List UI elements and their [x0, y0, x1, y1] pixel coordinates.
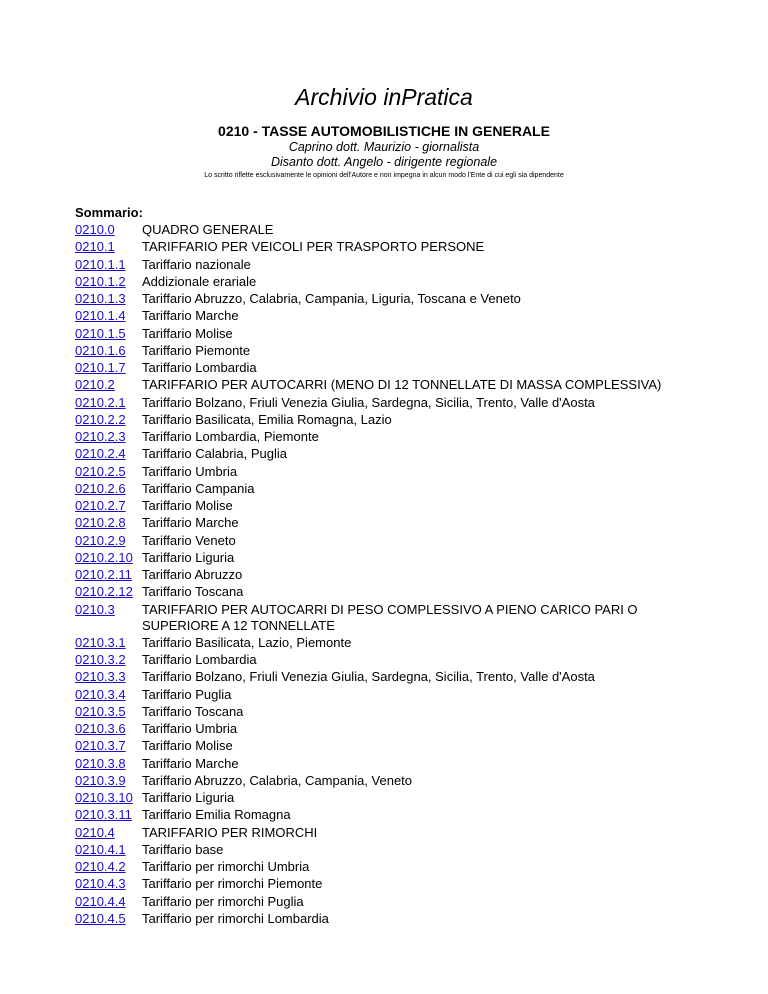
toc-label: Tariffario Bolzano, Friuli Venezia Giulia, Sardegna, Sicilia, Trento, Valle d'Aosta [142, 669, 595, 685]
toc-label: Tariffario per rimorchi Lombardia [142, 910, 329, 926]
summary-section [75, 204, 695, 928]
toc-label: TARIFFARIO PER RIMORCHI [142, 824, 318, 840]
toc-label: Tariffario per rimorchi Puglia [142, 893, 304, 909]
toc-link[interactable]: 0210.1.5 [75, 325, 126, 341]
toc-row [75, 429, 695, 445]
toc-link[interactable]: 0210.3.1 [75, 634, 126, 650]
toc-label: QUADRO GENERALE [142, 222, 274, 237]
toc-label: Tariffario Lombardia [142, 652, 257, 667]
toc-row [75, 360, 695, 376]
toc-link[interactable]: 0210.4.3 [75, 876, 126, 892]
toc-link[interactable]: 0210.2.11 [75, 567, 132, 582]
toc-link[interactable]: 0210.3.3 [75, 669, 126, 685]
toc-row [75, 533, 695, 549]
toc-row [75, 550, 695, 566]
toc-row [75, 704, 695, 720]
toc-row [75, 464, 695, 480]
document-title: 0210 - TASSE AUTOMOBILISTICHE IN GENERALE [218, 123, 550, 139]
toc-label: Tariffario Molise [142, 325, 233, 341]
toc-link[interactable]: 0210.4.4 [75, 893, 126, 909]
toc-label: Tariffario Piemonte [142, 342, 251, 358]
toc-link[interactable]: 0210.1 [75, 239, 115, 255]
toc-link[interactable]: 0210.2.8 [75, 515, 126, 531]
toc-row [75, 721, 695, 737]
toc-label: Tariffario base [142, 841, 224, 857]
toc-label: Tariffario Puglia [142, 686, 232, 702]
toc-label: TARIFFARIO PER AUTOCARRI DI PESO COMPLESSIVO A PIENO CARICO PARI O SUPERIORE A 12 TONNELLATE [142, 601, 638, 633]
toc-row [75, 377, 695, 393]
summary-title: Sommario: [75, 205, 143, 220]
toc-row [75, 343, 695, 359]
toc-row [75, 859, 695, 875]
toc-label: Tariffario Molise [142, 738, 233, 754]
toc-row [75, 498, 695, 514]
document-header [0, 82, 768, 181]
toc-link[interactable]: 0210.3.9 [75, 772, 126, 788]
toc-label: Tariffario Basilicata, Lazio, Piemonte [142, 634, 352, 650]
toc-row [75, 602, 695, 634]
archive-title: Archivio inPratica [295, 84, 473, 110]
author-disanto: Disanto dott. Angelo - dirigente regionale [270, 155, 498, 169]
toc-row [75, 567, 695, 583]
toc-row [75, 239, 695, 255]
toc-label: Tariffario Marche [142, 308, 239, 324]
toc-link[interactable]: 0210.1.3 [75, 291, 126, 306]
toc-row [75, 481, 695, 497]
toc-row [75, 395, 695, 411]
toc-link[interactable]: 0210.4 [75, 824, 115, 840]
toc-label: Tariffario Abruzzo [142, 567, 243, 582]
toc-row [75, 687, 695, 703]
toc-row [75, 773, 695, 789]
toc-label: TARIFFARIO PER VEICOLI PER TRASPORTO PERSONE [142, 239, 485, 255]
author-caprino: Caprino dott. Maurizio - giornalista [288, 140, 480, 154]
toc-link[interactable]: 0210.3.10 [75, 790, 133, 805]
toc-label: Tariffario Veneto [142, 532, 236, 548]
toc-label: Tariffario Toscana [142, 703, 244, 719]
toc-link[interactable]: 0210.2.4 [75, 446, 126, 462]
toc-label: Tariffario Campania [142, 480, 255, 496]
toc-link[interactable]: 0210.4.5 [75, 910, 126, 926]
toc-label: Tariffario Abruzzo, Calabria, Campania, Veneto [142, 772, 413, 788]
toc-link[interactable]: 0210.1.4 [75, 308, 126, 324]
toc-row [75, 790, 695, 806]
toc-row [75, 842, 695, 858]
toc-link[interactable]: 0210.1.7 [75, 360, 126, 375]
toc-row [75, 584, 695, 600]
toc-label: Tariffario Umbria [142, 721, 238, 736]
toc-link[interactable]: 0210.1.1 [75, 256, 126, 272]
toc-link[interactable]: 0210.1.2 [75, 273, 126, 289]
toc-link[interactable]: 0210.3.8 [75, 755, 126, 771]
toc-link[interactable]: 0210.3.7 [75, 738, 126, 754]
toc-row [75, 807, 695, 823]
toc-link[interactable]: 0210.3.11 [75, 807, 132, 823]
toc-row [75, 412, 695, 428]
toc-link[interactable]: 0210.3.5 [75, 703, 126, 719]
toc-link[interactable]: 0210.2.6 [75, 480, 126, 496]
toc-label: Tariffario Molise [142, 498, 233, 513]
toc-label: Tariffario Toscana [142, 584, 244, 600]
disclaimer-note: Lo scritto riflette esclusivamente le opinioni dell'Autore e non impegna in alcun modo l'Ente di cui egli sia dipendente [204, 172, 564, 179]
toc-label: Tariffario Marche [142, 515, 239, 531]
toc-row [75, 756, 695, 772]
toc-label: Tariffario Lombardia [142, 360, 257, 375]
toc-link[interactable]: 0210.4.2 [75, 859, 126, 874]
toc-link[interactable]: 0210.1.6 [75, 342, 126, 358]
toc-link[interactable]: 0210.2.10 [75, 549, 133, 565]
toc-label: Tariffario Calabria, Puglia [142, 446, 287, 462]
toc-label: Tariffario Lombardia, Piemonte [142, 429, 319, 444]
toc-link[interactable]: 0210.0 [75, 222, 115, 237]
toc-label: TARIFFARIO PER AUTOCARRI (MENO DI 12 TONNELLATE DI MASSA COMPLESSIVA) [142, 377, 662, 393]
toc-row [75, 222, 695, 238]
toc-link[interactable]: 0210.3.2 [75, 652, 126, 667]
toc-row [75, 652, 695, 668]
toc-link[interactable]: 0210.2.5 [75, 463, 126, 479]
toc-label: Tariffario Bolzano, Friuli Venezia Giulia, Sardegna, Sicilia, Trento, Valle d'Aosta [142, 394, 595, 410]
toc-label: Addizionale erariale [142, 273, 257, 289]
toc-label: Tariffario Umbria [142, 463, 238, 479]
toc-link[interactable]: 0210.3.6 [75, 721, 126, 736]
toc-label: Tariffario Abruzzo, Calabria, Campania, Liguria, Toscana e Veneto [142, 291, 521, 306]
toc-link[interactable]: 0210.3 [75, 601, 115, 617]
toc-row [75, 308, 695, 324]
toc-row [75, 446, 695, 462]
toc-row [75, 515, 695, 531]
toc-label: Tariffario per rimorchi Umbria [142, 859, 310, 874]
toc-label: Tariffario Liguria [142, 549, 235, 565]
toc-row [75, 825, 695, 841]
toc-link[interactable]: 0210.2.1 [75, 394, 126, 410]
toc-label: Tariffario nazionale [142, 256, 251, 272]
toc-link[interactable]: 0210.4.1 [75, 841, 126, 857]
toc-row [75, 326, 695, 342]
toc-row [75, 911, 695, 927]
toc-label: Tariffario per rimorchi Piemonte [142, 876, 323, 892]
toc-label: Tariffario Marche [142, 755, 239, 771]
toc-label: Tariffario Basilicata, Emilia Romagna, Lazio [142, 411, 392, 427]
toc-row [75, 876, 695, 892]
toc-label: Tariffario Liguria [142, 790, 235, 805]
toc-link[interactable]: 0210.2.9 [75, 532, 126, 548]
toc-link[interactable]: 0210.3.4 [75, 686, 126, 702]
toc-link[interactable]: 0210.2.3 [75, 429, 126, 444]
toc-link[interactable]: 0210.2.12 [75, 584, 133, 600]
toc-list [75, 222, 695, 927]
toc-link[interactable]: 0210.2.7 [75, 498, 126, 513]
toc-link[interactable]: 0210.2.2 [75, 411, 126, 427]
toc-link[interactable]: 0210.2 [75, 377, 115, 393]
toc-row [75, 291, 695, 307]
toc-row [75, 635, 695, 651]
toc-row [75, 257, 695, 273]
toc-row [75, 669, 695, 685]
toc-label: Tariffario Emilia Romagna [142, 807, 291, 823]
toc-row [75, 274, 695, 290]
toc-row [75, 738, 695, 754]
toc-row [75, 894, 695, 910]
